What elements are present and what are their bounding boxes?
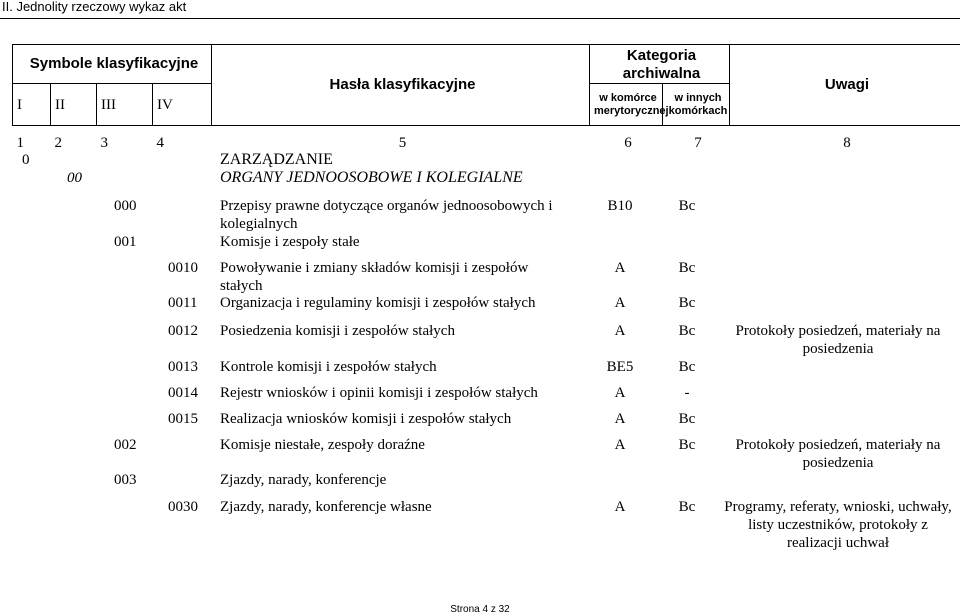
row-code: 0013	[168, 359, 198, 375]
row-title: Komisje niestałe, zespoły doraźne	[220, 437, 425, 453]
row-category-inne: Bc	[678, 359, 696, 375]
col-number-3: 3	[100, 134, 108, 151]
row-title: Zjazdy, narady, konferencje własne	[220, 499, 432, 515]
row-category-merytoryczna: A	[614, 385, 626, 401]
row-title: Organizacja i regulaminy komisji i zespołów stałych	[220, 295, 536, 311]
row-category-merytoryczna: A	[614, 499, 626, 515]
row-code: 0	[22, 152, 30, 168]
row-code: 0014	[168, 385, 198, 401]
header-col-ii: II	[51, 84, 97, 126]
row-code: 00	[67, 170, 82, 186]
header-w-innych: w innych komórkach	[663, 84, 730, 126]
header-col-iii: III	[97, 84, 153, 126]
row-category-inne: -	[684, 385, 690, 401]
col-number-2: 2	[54, 134, 62, 151]
row-category-merytoryczna: BE5	[606, 359, 634, 375]
row-category-merytoryczna: A	[614, 323, 626, 339]
row-title: Rejestr wniosków i opinii komisji i zespołów stałych	[220, 385, 538, 401]
header-hasla: Hasła klasyfikacyjne	[212, 45, 590, 126]
header-uwagi: Uwagi	[730, 45, 960, 126]
page-footer: Strona 4 z 32	[450, 604, 510, 615]
col-number-8: 8	[843, 134, 851, 151]
row-title: Zjazdy, narady, konferencje	[220, 472, 387, 488]
row-notes: Programy, referaty, wnioski, uchwały, listy uczestników, protokoły z realizacji uchwał	[724, 499, 952, 551]
row-title: ORGANY JEDNOOSOBOWE I KOLEGIALNE	[220, 169, 523, 186]
row-code: 002	[114, 437, 137, 453]
section-divider	[0, 18, 960, 19]
row-title: Kontrole komisji i zespołów stałych	[220, 359, 437, 375]
row-category-inne: Bc	[678, 198, 696, 214]
col-number-6: 6	[624, 134, 632, 151]
row-category-inne: Bc	[678, 499, 696, 515]
row-notes: Protokoły posiedzeń, materiały na posiedzenia	[735, 437, 941, 471]
col-number-1: 1	[16, 134, 24, 151]
row-code: 001	[114, 234, 137, 250]
row-title: Posiedzenia komisji i zespołów stałych	[220, 323, 455, 339]
row-title: Komisje i zespoły stałe	[220, 234, 360, 250]
row-category-inne: Bc	[678, 411, 696, 427]
row-notes: Protokoły posiedzeń, materiały na posiedzenia	[735, 323, 941, 357]
row-category-inne: Bc	[678, 260, 696, 276]
row-code: 0012	[168, 323, 198, 339]
row-title: Realizacja wniosków komisji i zespołów stałych	[220, 411, 512, 427]
row-code: 0030	[168, 499, 198, 515]
row-title: ZARZĄDZANIE	[220, 151, 333, 168]
row-code: 003	[114, 472, 137, 488]
header-w-komorce: w komórce merytorycznej	[590, 84, 663, 126]
header-col-iv: IV	[153, 84, 212, 126]
row-category-merytoryczna: B10	[607, 198, 633, 214]
header-col-i: I	[13, 84, 51, 126]
classification-table	[12, 44, 960, 160]
row-category-inne: Bc	[678, 295, 696, 311]
header-symbole: Symbole klasyfikacyjne	[13, 45, 212, 84]
row-code: 0010	[168, 260, 198, 276]
row-category-merytoryczna: A	[614, 437, 626, 453]
row-code: 0011	[168, 295, 198, 311]
row-category-merytoryczna: A	[614, 260, 626, 276]
col-number-5: 5	[398, 134, 407, 151]
row-code: 0015	[168, 411, 198, 427]
row-code: 000	[114, 198, 137, 214]
col-number-4: 4	[156, 134, 164, 151]
row-category-inne: Bc	[678, 323, 696, 339]
row-title: Przepisy prawne dotyczące organów jednoosobowych i kolegialnych	[220, 198, 553, 232]
header-kategoria: Kategoria archiwalna	[590, 45, 730, 84]
section-title: II. Jednolity rzeczowy wykaz akt	[2, 0, 187, 14]
row-category-merytoryczna: A	[614, 411, 626, 427]
row-category-inne: Bc	[678, 437, 696, 453]
row-category-merytoryczna: A	[614, 295, 626, 311]
row-title: Powoływanie i zmiany składów komisji i zespołów stałych	[220, 260, 529, 294]
col-number-7: 7	[694, 134, 702, 151]
